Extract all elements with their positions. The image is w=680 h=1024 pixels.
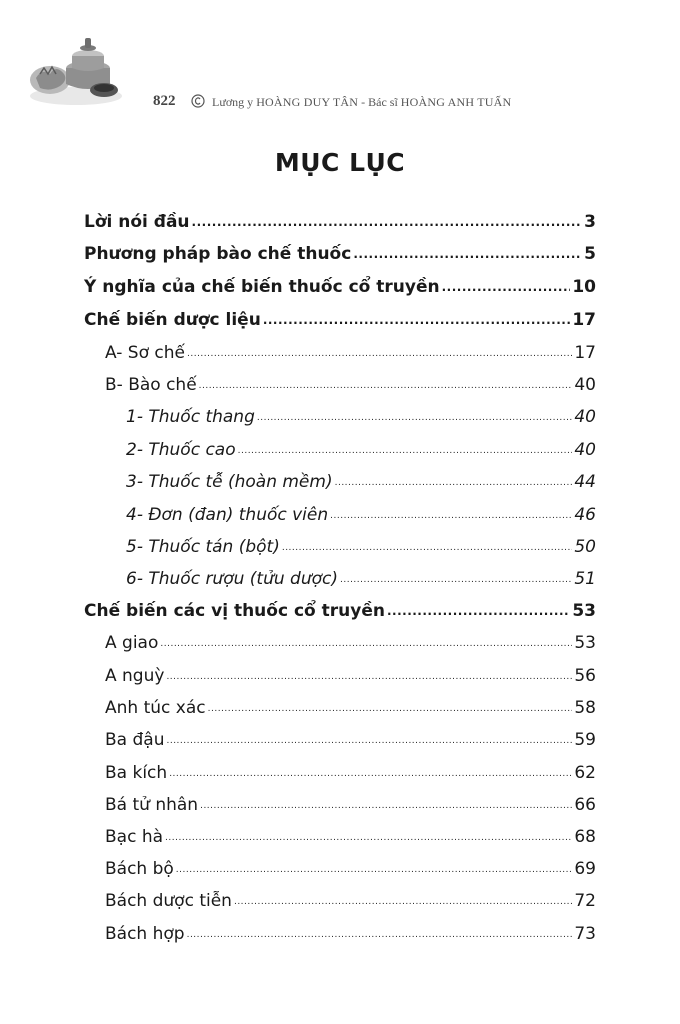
leader-dots <box>234 889 572 906</box>
toc-entry-page: 56 <box>574 666 596 686</box>
toc-entry-label: 1- Thuốc thang <box>126 407 255 427</box>
toc-entry[interactable] <box>84 308 596 334</box>
toc-entry[interactable] <box>126 438 596 464</box>
leader-dots <box>200 793 572 810</box>
toc-entry-page: 50 <box>574 537 596 557</box>
toc-entry-page: 68 <box>574 827 596 847</box>
leader-dots <box>238 438 573 455</box>
toc-entry-page: 69 <box>574 859 596 879</box>
toc-entry-page: 51 <box>574 569 596 589</box>
toc-entry-page: 40 <box>574 375 596 395</box>
toc-entry[interactable] <box>126 503 596 529</box>
toc-entry[interactable] <box>105 341 596 367</box>
author-prefix: Lương y <box>212 95 254 109</box>
toc-entry-page: 3 <box>584 212 596 232</box>
toc-entry-page: 17 <box>572 310 596 330</box>
toc-entry[interactable] <box>126 567 596 593</box>
toc-entry-label: A giao <box>105 633 159 653</box>
toc-entry-page: 46 <box>574 505 596 525</box>
toc-entry[interactable] <box>105 696 596 722</box>
leader-dots <box>340 567 572 584</box>
leader-dots <box>187 922 573 939</box>
toc-entry-label: Phương pháp bào chế thuốc <box>84 244 352 264</box>
toc-entry[interactable] <box>105 728 596 754</box>
toc-entry[interactable] <box>126 405 596 431</box>
toc-entry-page: 53 <box>572 601 596 621</box>
author-line <box>212 95 511 110</box>
toc-entry-page: 58 <box>574 698 596 718</box>
toc-entry-label: Bạc hà <box>105 827 164 847</box>
toc-entry[interactable] <box>105 664 596 690</box>
leader-dots <box>187 341 572 358</box>
toc-entry-label: Bách dược tiễn <box>105 891 232 911</box>
leader-dots <box>208 696 573 713</box>
toc-entry[interactable] <box>105 922 596 948</box>
toc-entry[interactable] <box>84 210 596 236</box>
toc-entry[interactable] <box>126 470 596 496</box>
toc-entry-label: 2- Thuốc cao <box>126 440 236 460</box>
toc-entry-label: Lời nói đầu <box>84 212 190 232</box>
toc-entry-page: 59 <box>574 730 596 750</box>
toc-entry-page: 72 <box>574 891 596 911</box>
coauthor-name: HOÀNG ANH TUẤN <box>400 95 512 109</box>
herbal-medicine-pot-icon <box>26 30 126 108</box>
toc-entry-label: B- Bào chế <box>105 375 197 395</box>
toc-entry-page: 53 <box>574 633 596 653</box>
toc-entry-page: 73 <box>574 924 596 944</box>
toc-entry[interactable] <box>84 242 596 268</box>
toc-entry[interactable] <box>84 275 596 301</box>
toc-entry-label: Ba kích <box>105 763 168 783</box>
toc-entry[interactable] <box>105 825 596 851</box>
toc-entry[interactable] <box>105 857 596 883</box>
toc-entry-page: 62 <box>574 763 596 783</box>
leader-dots <box>282 535 573 552</box>
leader-dots <box>166 728 572 745</box>
toc-entry-page: 40 <box>574 440 596 460</box>
toc-entry[interactable] <box>105 889 596 915</box>
leader-dots <box>176 857 573 874</box>
leader-dots <box>199 373 573 390</box>
toc-entry-page: 17 <box>574 343 596 363</box>
toc-entry-label: 4- Đơn (đan) thuốc viên <box>126 505 329 525</box>
toc-entry[interactable] <box>126 535 596 561</box>
toc-entry-label: 3- Thuốc tễ (hoàn mềm) <box>126 472 333 492</box>
leader-dots <box>165 825 572 842</box>
toc-entry-label: A nguỳ <box>105 666 165 686</box>
leader-dots <box>257 405 572 422</box>
toc-entry-label: A- Sơ chế <box>105 343 185 363</box>
leader-dots <box>442 275 571 292</box>
leader-dots <box>353 242 582 259</box>
coauthor-prefix: Bác sĩ <box>368 95 398 109</box>
leader-dots <box>330 503 572 520</box>
toc-entry-label: Ý nghĩa của chế biến thuốc cổ truyền <box>84 277 440 297</box>
leader-dots <box>166 664 572 681</box>
copyright-like-icon <box>191 94 205 108</box>
leader-dots <box>192 210 583 227</box>
toc-entry-label: Bách hợp <box>105 924 185 944</box>
author-separator: - <box>361 95 366 109</box>
toc-entry-label: 6- Thuốc rượu (tửu dược) <box>126 569 338 589</box>
toc-entry[interactable] <box>105 373 596 399</box>
toc-entry-label: Bách bộ <box>105 859 174 879</box>
author-name: HOÀNG DUY TÂN <box>256 95 359 109</box>
toc-entry-label: Ba đậu <box>105 730 165 750</box>
toc-entry-page: 40 <box>574 407 596 427</box>
leader-dots <box>160 631 572 648</box>
leader-dots <box>387 599 570 616</box>
toc-entry-page: 5 <box>584 244 596 264</box>
toc-entry[interactable] <box>84 599 596 625</box>
leader-dots <box>335 470 573 487</box>
page-title: MỤC LỤC <box>274 148 406 177</box>
toc-entry-label: Chế biến dược liệu <box>84 310 261 330</box>
toc-entry-label: Chế biến các vị thuốc cổ truyền <box>84 601 385 621</box>
toc-entry-page: 66 <box>574 795 596 815</box>
leader-dots <box>263 308 571 325</box>
toc-entry-page: 44 <box>574 472 596 492</box>
toc-entry-label: Bá tử nhân <box>105 795 199 815</box>
toc-entry[interactable] <box>105 761 596 787</box>
toc-entry-label: 5- Thuốc tán (bột) <box>126 537 280 557</box>
toc-entry-label: Anh túc xác <box>105 698 206 718</box>
toc-entry[interactable] <box>105 631 596 657</box>
leader-dots <box>169 761 572 778</box>
page-number: 822 <box>153 93 176 109</box>
toc-entry-page: 10 <box>572 277 596 297</box>
running-header <box>26 30 626 110</box>
toc-entry[interactable] <box>105 793 596 819</box>
